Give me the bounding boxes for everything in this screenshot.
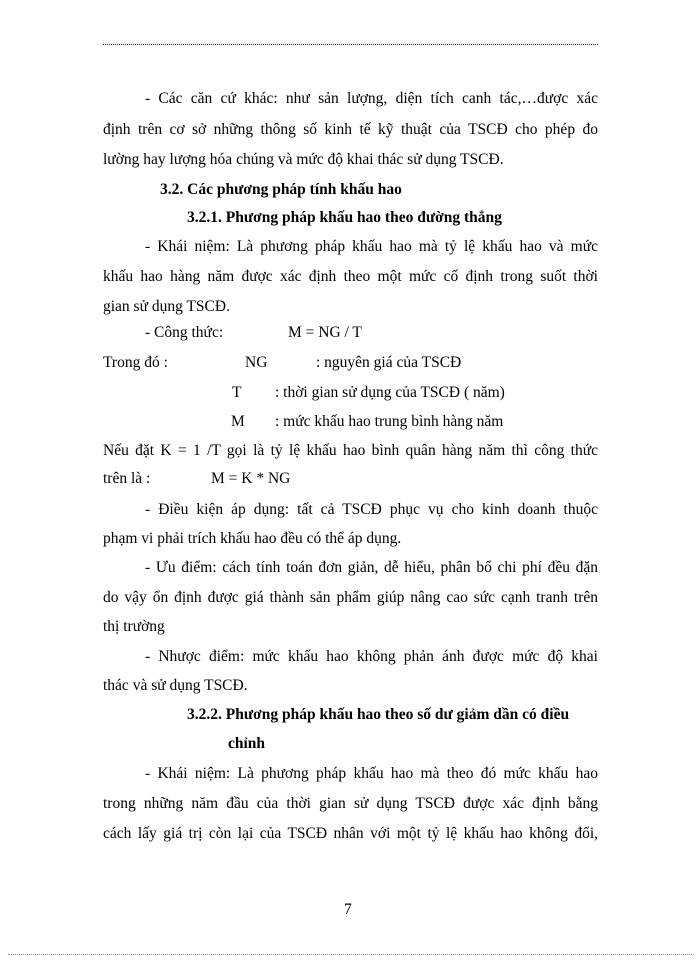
symbol-m: M	[231, 413, 245, 430]
para-line: - Khái niệm: Là phương pháp khấu hao mà theo đó mức khấu hao	[145, 765, 598, 782]
subsection-heading: 3.2.1. Phương pháp khấu hao theo đường thẳng	[187, 209, 502, 226]
formula: M = NG / T	[288, 324, 362, 341]
para-line: thác và sử dụng TSCĐ.	[103, 677, 248, 694]
para-line: khấu hao hàng năm được xác định theo một mức cố định trong suốt thời	[103, 268, 598, 285]
para-line: trong những năm đầu của thời gian sử dụng TSCĐ được xác định bằng	[103, 795, 598, 812]
para-line: - Nhược điểm: mức khấu hao không phản ánh được mức độ khai	[145, 648, 598, 665]
para-line: thị trường	[103, 618, 165, 635]
para-line: - Khái niệm: Là phương pháp khấu hao mà tỷ lệ khấu hao và mức	[145, 238, 598, 255]
para-line: trên là :	[103, 470, 151, 487]
para-line: - Điều kiện áp dụng: tất cả TSCĐ phục vụ cho kinh doanh thuộc	[145, 501, 598, 518]
para-line: Nếu đặt K = 1 /T gọi là tỷ lệ khấu hao bình quân hàng năm thì công thức	[103, 442, 598, 459]
para-line: gian sử dụng TSCĐ.	[103, 298, 230, 315]
para-line: lường hay lượng hóa chúng và mức độ khai thác sử dụng TSCĐ.	[103, 151, 504, 168]
definition-label: Trong đó :	[103, 354, 168, 371]
subsection-heading-cont: chỉnh	[228, 735, 266, 752]
subsection-heading: 3.2.2. Phương pháp khấu hao theo số dư giảm dần có điều	[187, 706, 570, 723]
header-dotted-rule	[103, 44, 598, 45]
symbol-t: T	[232, 384, 242, 401]
para-line: phạm vi phải trích khấu hao đều có thể áp dụng.	[103, 530, 402, 547]
symbol-m-desc: : mức khấu hao trung bình hàng năm	[275, 413, 504, 430]
para-line: - Các căn cứ khác: như sản lượng, diện tích canh tác,…được xác	[145, 90, 598, 107]
para-line: định trên cơ sở những thông số kinh tế kỹ thuật của TSCĐ cho phép đo	[103, 121, 598, 138]
formula: M = K * NG	[211, 470, 291, 487]
symbol-t-desc: : thời gian sử dụng của TSCĐ ( năm)	[275, 384, 505, 401]
formula-label: - Công thức:	[145, 324, 224, 341]
para-line: - Ưu điểm: cách tính toán đơn giản, dễ hiểu, phân bổ chi phí đều đặn	[145, 559, 598, 576]
symbol-ng: NG	[245, 354, 268, 371]
symbol-ng-desc: : nguyên giá của TSCĐ	[316, 354, 462, 371]
page-number: 7	[344, 901, 352, 918]
para-line: do vậy ổn định được giá thành sản phẩm giúp nâng cao sức cạnh tranh trên	[103, 589, 598, 606]
section-heading: 3.2. Các phương pháp tính khấu hao	[160, 181, 402, 198]
footer-dotted-rule	[8, 954, 692, 955]
para-line: cách lấy giá trị còn lại của TSCĐ nhân với một tỷ lệ khấu hao không đổi,	[103, 825, 598, 842]
